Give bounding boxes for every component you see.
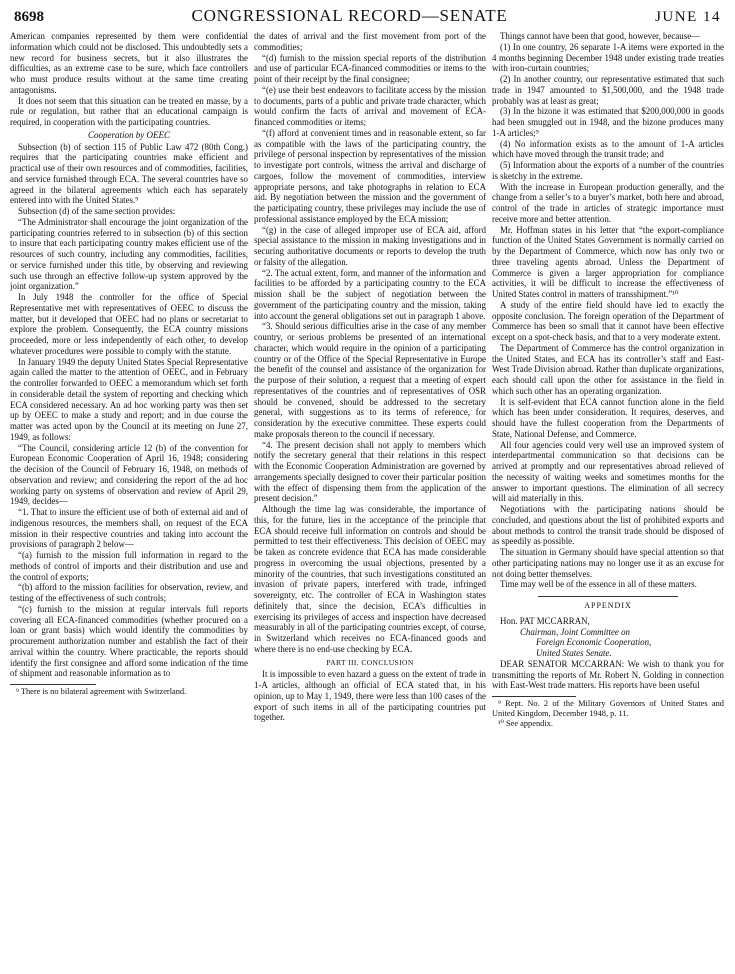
footnote: ⁹ Rept. No. 2 of the Military Governors of United States and United Kingdom, December 1948, p. 11.: [492, 699, 724, 718]
paragraph: Although the time lag was considerable, the importance of this, for the future, lies in the acceptance of the principle that ECA should receive full information on controls and should be permitted to test their effectiveness. This decision of OEEC may be taken as concrete evidence that ECA has made considerable progress in overcoming the usual objections, presented by a minority of the countries, that such investigations constituted an invasion of private papers, interfered with trade, infringed sovereignty, etc. The controller of ECA in Washington states definitely that, since the decision, ECA’s difficulties in exercising its privileges of access and inspection have decreased measurably in all of the participating countries except, of course, in Switzerland which receives no ECA-financed goods and where there is no end-use checking by ECA.: [254, 504, 486, 654]
paragraph: Mr. Hoffman states in his letter that “the export-compliance function of the United States Government is normally carried on by the Department of Commerce, which now has only two or three traveling agents abroad. Unless the Department of Commerce is given a larger appropriation for compliance activities, it will be difficult to increase the effectiveness of United States control in matters of transshipment.”¹⁰: [492, 224, 724, 299]
paragraph: Subsection (d) of the same section provides:: [18, 206, 176, 216]
quoted-paragraph: “(d) furnish to the mission special reports of the distribution and use of particular ECA-financed commodities or items to the point of their receipt by the final consignee;: [254, 52, 486, 84]
paragraph: With the increase in European production generally, and the change from a seller’s to a buyer’s market, both here and abroad, control of the trade in articles of strategic importance must receive more and better attention.: [492, 181, 724, 224]
list-item: (2) In another country, our representative estimated that such trade in 1947 amounted to $1,500,000, and the 1948 trade probably was at least as great;: [492, 74, 724, 106]
addressee-committee: Foreign Economic Cooperation,: [536, 637, 652, 648]
publication-title: CONGRESSIONAL RECORD—SENATE: [191, 6, 508, 25]
paragraph: All four agencies could very well use an improved system of interdepartmental communication so that decisions can be arrived at promptly and our representatives abroad relieved of the necessity of waiting weeks and sometimes months for the answer to important questions. The elimination of all secrecy will aid materially in this.: [492, 439, 724, 504]
appendix-heading: APPENDIX: [584, 601, 632, 610]
quoted-paragraph: the dates of arrival and the first movement from port of the commodities;: [254, 31, 486, 52]
footnote: ⁹ There is no bilateral agreement with Switzerland.: [16, 687, 187, 696]
quoted-paragraph: “The Administrator shall encourage the joint organization of the participating countries referred to in subsection (b) of this section to insure that each participating country makes efficient use of the resources of such country, including any commodities, facilities, or service furnished under this title, by observing and reviewing such use through an effective follow-up system approved by the joint organization.”: [10, 216, 248, 292]
footnote: ¹⁰ See appendix.: [498, 719, 553, 728]
text-columns: [10, 31, 725, 971]
paragraph: Time may well be of the essence in all of these matters.: [500, 579, 697, 590]
address-block: [492, 616, 724, 659]
paragraph: The Department of Commerce has the control organization in the United States, and ECA has its controller’s staff and East-West Trade Division abroad. Rather than duplicate organizations, each should call upon the other for assistance in the field in which such other has an operating organization.: [492, 342, 724, 396]
quoted-paragraph: “3. Should serious difficulties arise in the case of any member country, or serious problems be presented of an international character, which would require in the opinion of a participating country or of the Office of the Special Representative in Europe the benefit of the counsel and assistance of the organization for the purpose of their solution, a request that a meeting of expert representatives of the countries and of representatives of OSR should be convened, should be addressed to the secretary general, with suggestions as to its terms of reference, for consideration by the executive committee. These experts could make proposals thereon to the council if necessary.: [254, 321, 486, 439]
paragraph: Subsection (b) of section 115 of Public Law 472 (80th Cong.) requires that the participating countries make efficient and practical use of their own resources and of commodities, facilities, and service furnished through ECA. The several countries have so agreed in the bilateral agreements which each has separately entered into with the United States.⁹: [10, 141, 248, 206]
list-item: (4) No information exists as to the amount of 1-A articles which have moved through the transit trade; and: [492, 138, 724, 160]
section-heading: Cooperation by OEEC: [88, 129, 170, 140]
quoted-paragraph: “4. The present decision shall not apply to members which notify the secretary general that their relations in this respect with the Economic Cooperation Administration are governed by arrangements specially designed to cover their particular position with the effect of dispensing them from the application of the present decision.”: [254, 439, 486, 504]
paragraph: The situation in Germany should have special attention so that other participating nations may no longer use it as an excuse for not doing better themselves.: [492, 547, 724, 579]
paragraph: Negotiations with the participating nations should be concluded, and questions about the list of prohibited exports and about methods to control the transit trade should be disposed of as speedily as possible.: [492, 504, 724, 547]
paragraph: It is self-evident that ECA cannot function alone in the field which has been under consideration. It requires, deserves, and should have the fullest cooperation from the Departments of State, National Defense, and Commerce.: [492, 396, 724, 439]
quoted-paragraph: “2. The actual extent, form, and manner of the information and facilities to be afforded by a participating country to the ECA mission shall be the subject of negotiation between the government of the participating country and the mission, taking into account the general obligations set out in paragraph 1 above.: [254, 267, 486, 321]
letter-paragraph: DEAR SENATOR MCCARRAN: We wish to thank you for transmitting the reports of Mr. Robert N. Golding in connection with East-West trade matters. His reports have been useful: [492, 658, 724, 691]
column-2: [254, 31, 486, 971]
quoted-paragraph: “(e) use their best endeavors to facilitate access by the mission to documents, parts of a public and private trade character, which would confirm the facts of arrival and movement of ECA-financed commodities or items;: [254, 84, 486, 127]
quoted-paragraph: “(c) furnish to the mission at regular intervals full reports covering all ECA-financed commodities (whether procured on a loan or grant basis) which would identify the commodities by procurement authorization number and establish the fact of their arrival within the country. Where practicable, the reports should identify the first consignee and afford some indication of the time of shipment and reasonable information as to: [10, 603, 248, 679]
section-divider: [538, 596, 677, 597]
paragraph: In July 1948 the controller for the office of Special Representative met with representatives of OEEC to discuss the matter, but it developed that OEEC had no plans or secretariat to explore the problem. Consequently, the ECA country missions proceeded, more or less independently of each other, to develop whatever procedures were possible to comply with the statute.: [10, 292, 248, 356]
paragraph: In January 1949 the deputy United States Special Representative again called the matter to the attention of OEEC, and in February the controller forwarded to OEEC a memorandum which set forth in considerable detail the system of reporting and checking which ECA considered necessary. An ad hoc working party was then set up by OEEC to make a study and report; and in due course the matter was acted upon by the Council at its meeting on June 27, 1949, as follows:: [10, 356, 248, 442]
addressee-body: United States Senate.: [536, 648, 612, 658]
addressee-name: Hon. PAT MCCARRAN,: [500, 615, 590, 626]
paragraph: It does not seem that this situation can be treated en masse, by a rule or regulation, but rather that an educational campaign is required, in cooperation with the participating countries.: [10, 95, 248, 127]
column-1: [10, 31, 248, 971]
page-date: JUNE 14: [655, 9, 721, 25]
quoted-paragraph: “The Council, considering article 12 (b) of the convention for European Economic Cooperation of April 16, 1948; considering the decision of the Council of February 16, 1948, on methods of observation and review; and considering the report of the ad hoc working party on systems of observation and review of April 29, 1949, decides—: [10, 442, 248, 507]
quoted-paragraph: “1. That to insure the efficient use of both of external aid and of indigenous resources, the members shall, on request of the ECA mission in their respective countries and taking into account the provisions of paragraph 2 below—: [10, 507, 248, 550]
list-item: (5) Information about the exports of a number of the countries is sketchy in the extreme.: [492, 160, 724, 181]
column-3: [492, 31, 724, 971]
paragraph: It is impossible to even hazard a guess on the extent of trade in 1-A articles, although an official of ECA stated that, in his opinion, up to May 1, 1949, there were less than 100 cases of the export of such items in all of the participating countries put together.: [254, 669, 486, 723]
list-item: (3) In the bizone it was estimated that $200,000,000 in goods had been smuggled out in 1948, and the bizone produces many 1-A articles;⁹: [492, 106, 724, 138]
addressee-title: Chairman, Joint Committee on: [520, 626, 630, 637]
quoted-paragraph: “(f) afford at convenient times and in reasonable extent, so far as compatible with the laws of the participating country, the privilege of personal inspection by representatives of the mission to investigate port controls, witness the arrival and discharge of cargoes, follow the movement of commodities, interview appropriate persons, and take photographs in relation to ECA aid. By negotiation between the mission and the government of the participating country, these privileges may include the use of professional assistance employed by the ECA mission;: [254, 127, 486, 224]
page-number: 8698: [14, 9, 44, 25]
paragraph: A study of the entire field should have led to exactly the opposite conclusion. The foreign operation of the Department of Commerce has been so small that it cannot have been effective except on a spot-check basis, and that to a very moderate extent.: [492, 299, 724, 342]
quoted-paragraph: “(b) afford to the mission facilities for observation, review, and testing of the effectiveness of such controls;: [10, 582, 248, 603]
quoted-paragraph: “(g) in the case of alleged improper use of ECA aid, afford special assistance to the mission in making investigations and in securing authoritative documents or reports to develop the truth or falsity of the allegation.: [254, 224, 486, 267]
list-item: (1) In one country, 26 separate 1-A items were exported in the 4 months beginning December 1948 under existing trade treaties with iron-curtain countries;: [492, 41, 724, 74]
footnote-rule: [492, 696, 576, 697]
page-header: [10, 6, 725, 28]
paragraph: Things cannot have been that good, however, because—: [500, 31, 701, 41]
section-heading: PART III. CONCLUSION: [326, 657, 414, 667]
quoted-paragraph: “(a) furnish to the mission full information in regard to the methods of control of imports and their distribution and use and the control of exports;: [10, 550, 248, 582]
paragraph: American companies represented by them were confidential information which could not be disclosed. This undoubtedly sets a new record for business secrets, but it also illustrates the difficulties, as an extreme case to be sure, which face controllers who must produce results without at the same time creating antagonisms.: [10, 31, 248, 95]
footnote-rule: [10, 684, 96, 685]
